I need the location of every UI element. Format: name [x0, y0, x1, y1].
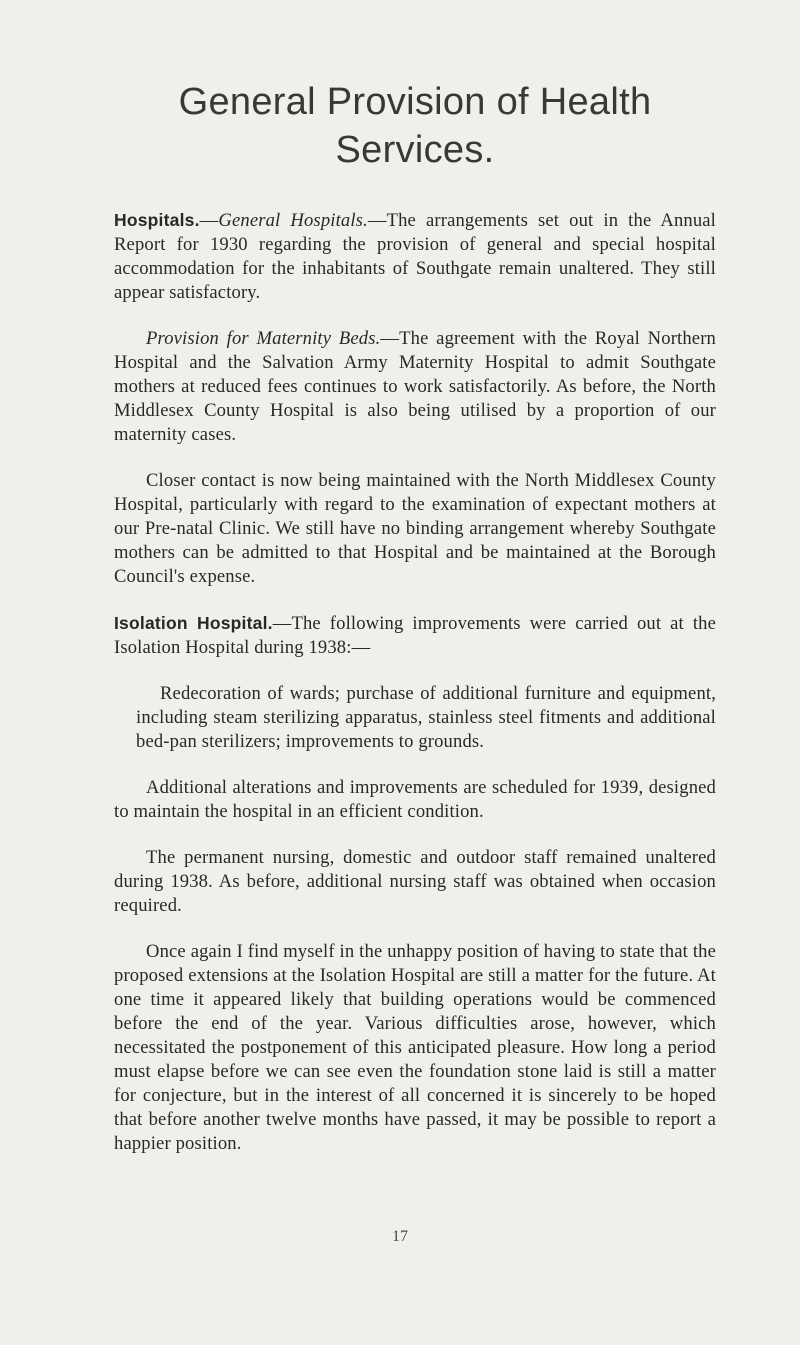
- paragraph-maternity-text: —The agreement with the Royal Northern Hospital and the Salvation Army Maternity Hospital to admit Southgate mothers at reduced fees continues to work satisfactorily. As before, the North Middlesex County Hospital is also being utilised by a proportion of our maternity cases.: [114, 328, 716, 445]
- paragraph-hospitals-text: —The arrangements set out in the Annual Report for 1930 regarding the provision of general and special hospital accommodation for the inhabitants of Southgate remain unaltered. They still appear satisfactory.: [114, 210, 717, 303]
- paragraph-improvements-list: [136, 682, 716, 754]
- document-page: [0, 78, 800, 1345]
- paragraph-staff: The permanent nursing, domestic and outdoor staff remained unaltered during 1938. As before, additional nursing staff was obtained when occasion required.: [114, 847, 716, 916]
- paragraph-hospitals: [114, 208, 716, 305]
- paragraph-isolation: [114, 611, 716, 660]
- dash: —: [199, 210, 219, 231]
- heading-isolation-hospital: Isolation Hospital.: [114, 613, 273, 633]
- paragraph-unhappy-position: Once again I find myself in the unhappy position of having to state that the proposed extensions at the Isolation Hospital are still a matter for the future. At one time it appeared likely that building operations would be commenced before the end of the year. Various difficulties arose, however, which necessitated the postponement of this anticipated pleasure. How long a period must elapse before we can see even the foundation stone laid is still a matter for conjecture, but in the interest of all concerned it is sincerely to be hoped that before another twelve months have passed, it may be possible to report a happier position.: [114, 941, 716, 1154]
- subheading-maternity-beds: Provision for Maternity Beds.: [146, 328, 381, 349]
- document-body: [114, 208, 716, 1156]
- paragraph-additional-alterations: Additional alterations and improvements are scheduled for 1939, designed to maintain the hospital in an efficient condition.: [114, 777, 716, 822]
- improvements-list-text: Redecoration of wards; purchase of additional furniture and equipment, including steam sterilizing apparatus, stainless steel fitments and additional bed-pan sterilizers; improvements to grounds.: [136, 683, 716, 752]
- page-title-line-1: General Provision of Health: [178, 81, 652, 123]
- subheading-general-hospitals: General Hospitals.: [218, 210, 368, 231]
- paragraph-closer-contact: Closer contact is now being maintained with the North Middlesex County Hospital, particularly with regard to the examination of expectant mothers at our Pre-natal Clinic. We still have no binding arrangement whereby Southgate mothers can be admitted to that Hospital and be maintained at the Borough Council's expense.: [114, 470, 716, 587]
- page-number: 17: [392, 1228, 408, 1245]
- heading-hospitals: Hospitals.: [114, 210, 200, 230]
- page-title-line-2: Services.: [335, 129, 495, 171]
- paragraph-maternity: [114, 327, 716, 447]
- page-title: [114, 78, 716, 174]
- paragraph-isolation-text: —The following improvements were carried out at the Isolation Hospital during 1938:—: [114, 613, 716, 658]
